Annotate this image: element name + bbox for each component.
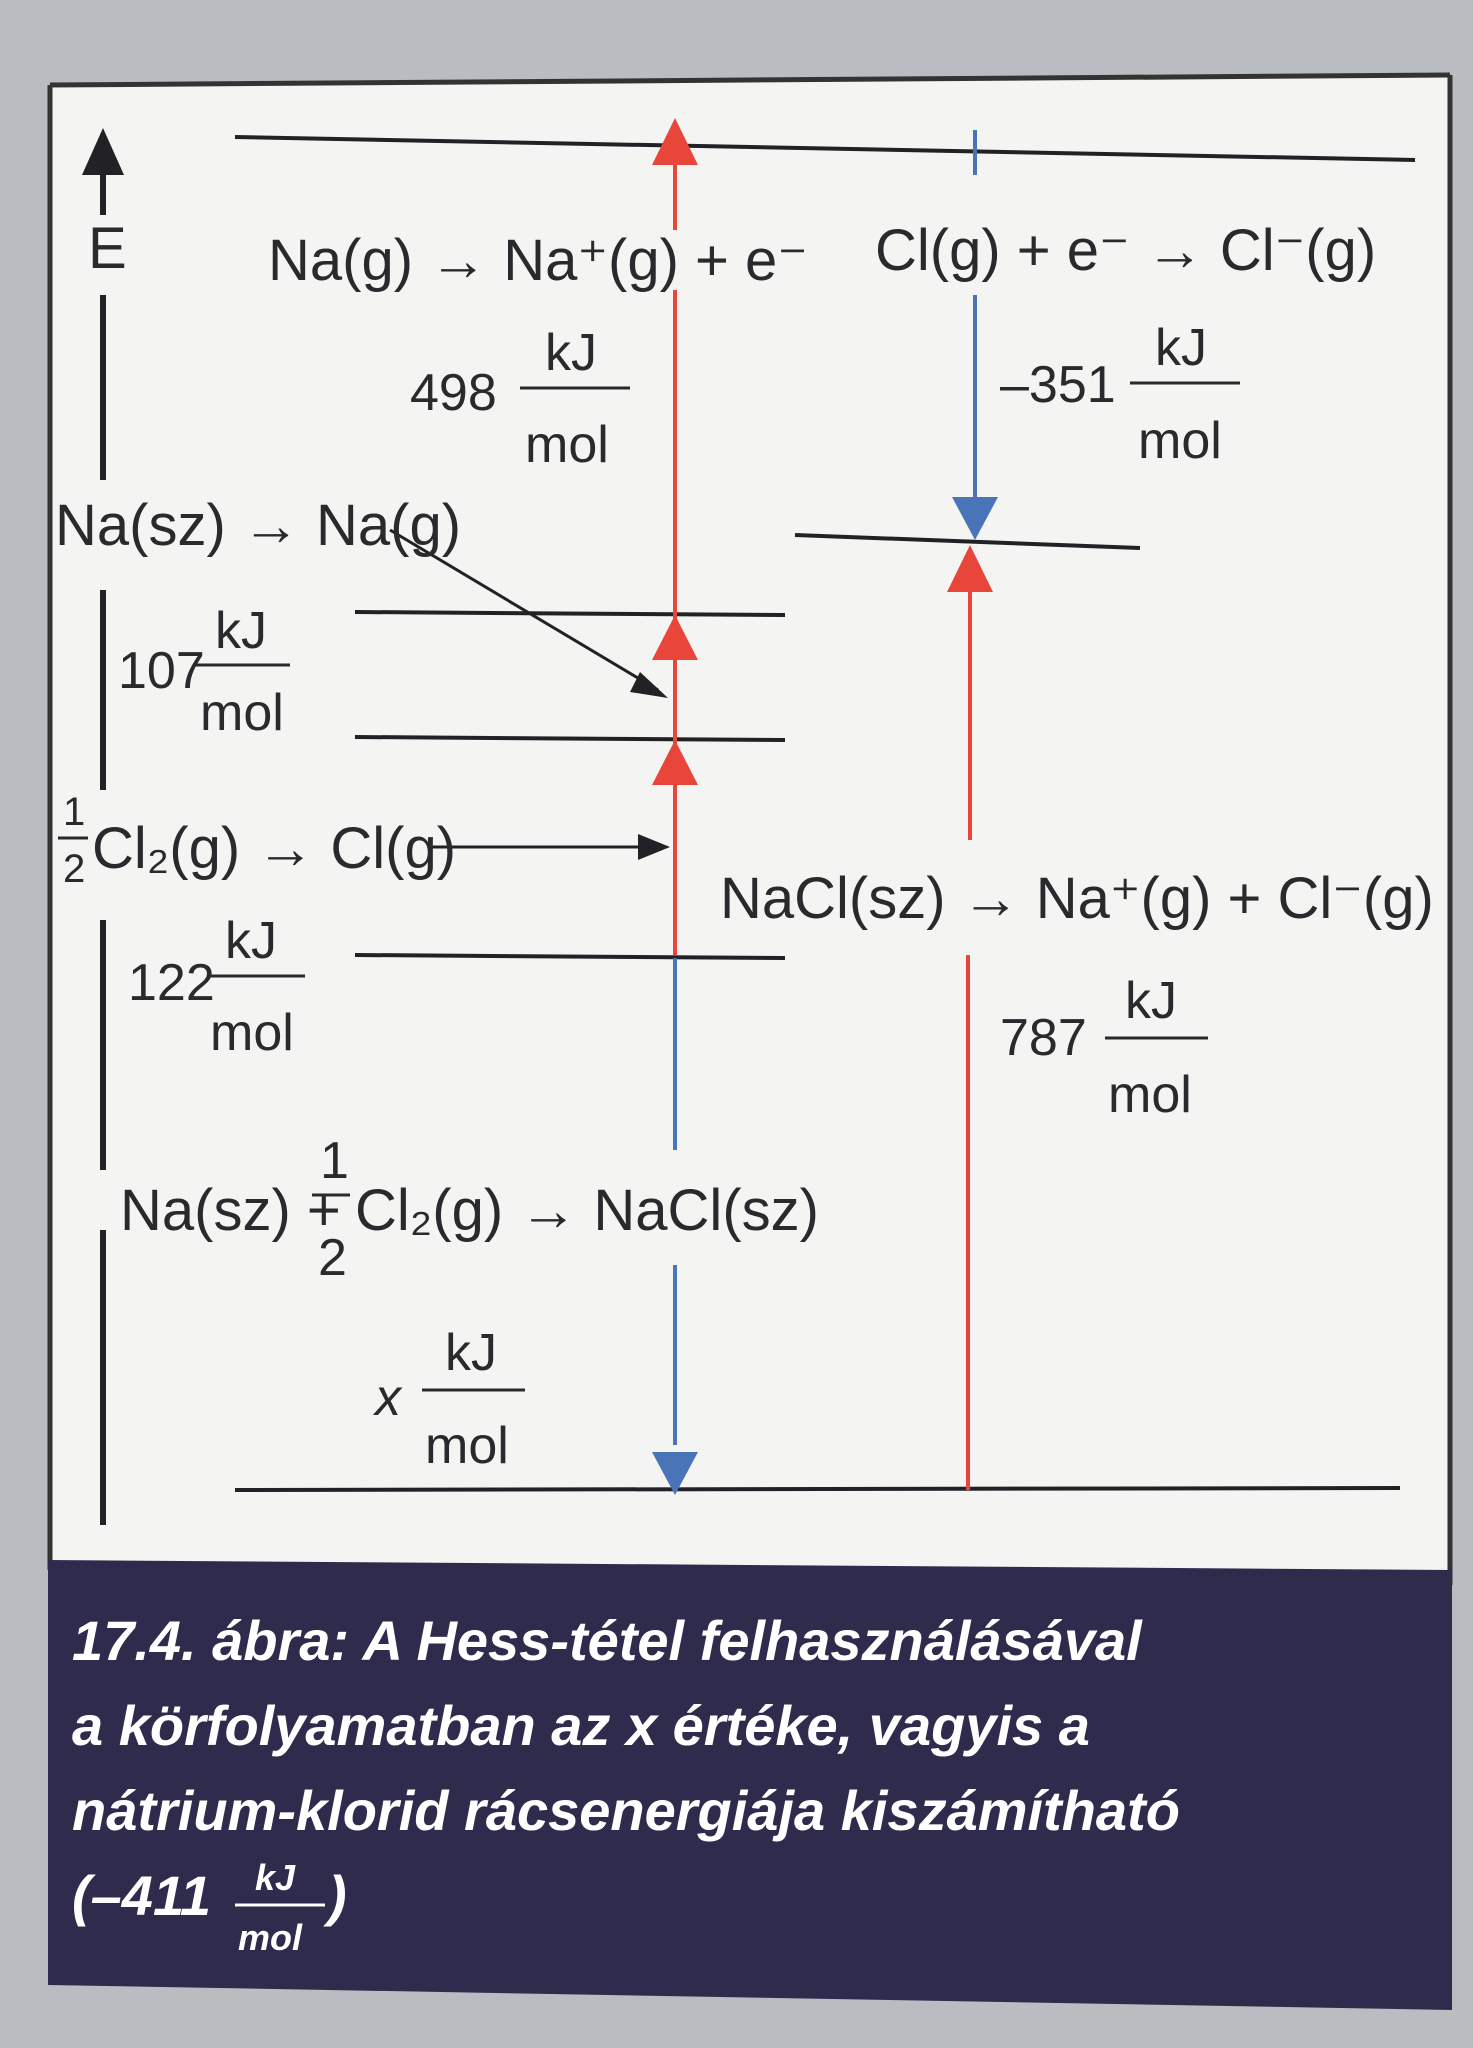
formation-value: x — [375, 1369, 401, 1427]
atomization-frac-den: 2 — [63, 847, 86, 891]
lattice-unit-den: mol — [1108, 1066, 1192, 1124]
ea-value: –351 — [1000, 356, 1116, 414]
sublimation-unit-den: mol — [200, 684, 284, 742]
formation-equation-right: Cl₂(g) → NaCl(sz) — [355, 1178, 819, 1243]
atomization-unit-den: mol — [210, 1004, 294, 1062]
caption-unit-num: kJ — [255, 1857, 296, 1898]
formation-frac-num: 1 — [320, 1132, 349, 1190]
atomization-equation: Cl₂(g) → Cl(g) — [92, 816, 457, 881]
caption-line-3: nátrium-klorid rácsenergiája kiszámítható — [72, 1779, 1180, 1842]
ea-unit-den: mol — [1138, 412, 1222, 470]
atomization-value: 122 — [128, 954, 215, 1012]
ea-unit-num: kJ — [1155, 319, 1207, 377]
axis-gap-3 — [85, 1170, 121, 1230]
ionization-equation: Na(g) → Na⁺(g) + e⁻ — [268, 228, 808, 293]
formation-unit-num: kJ — [445, 1324, 497, 1382]
sublimation-equation: Na(sz) → Na(g) — [55, 493, 462, 558]
caption-line-1: 17.4. ábra: A Hess-tétel felhasználásával — [72, 1609, 1142, 1672]
sublimation-unit-num: kJ — [215, 602, 267, 660]
atomization-frac-num: 1 — [63, 790, 86, 834]
caption-close: ) — [328, 1864, 347, 1927]
caption-line-2: a körfolyamatban az x értéke, vagyis a — [72, 1694, 1090, 1757]
sublimation-value: 107 — [118, 642, 205, 700]
axis-label-e: E — [88, 216, 127, 281]
lattice-unit-num: kJ — [1125, 972, 1177, 1030]
ionization-unit-num: kJ — [545, 324, 597, 382]
atomization-unit-num: kJ — [225, 912, 277, 970]
lattice-equation: NaCl(sz) → Na⁺(g) + Cl⁻(g) — [720, 866, 1434, 931]
ionization-unit-den: mol — [525, 416, 609, 474]
formation-equation-left: Na(sz) + — [120, 1178, 341, 1243]
level-bottom — [235, 1488, 1400, 1490]
ea-equation: Cl(g) + e⁻ → Cl⁻(g) — [875, 218, 1377, 283]
lattice-value: 787 — [1000, 1009, 1087, 1067]
caption-unit-den: mol — [238, 1917, 303, 1958]
formation-unit-den: mol — [425, 1417, 509, 1475]
formation-frac-den: 2 — [318, 1229, 347, 1287]
ionization-value: 498 — [410, 364, 497, 422]
caption-value: (–411 — [72, 1864, 212, 1927]
